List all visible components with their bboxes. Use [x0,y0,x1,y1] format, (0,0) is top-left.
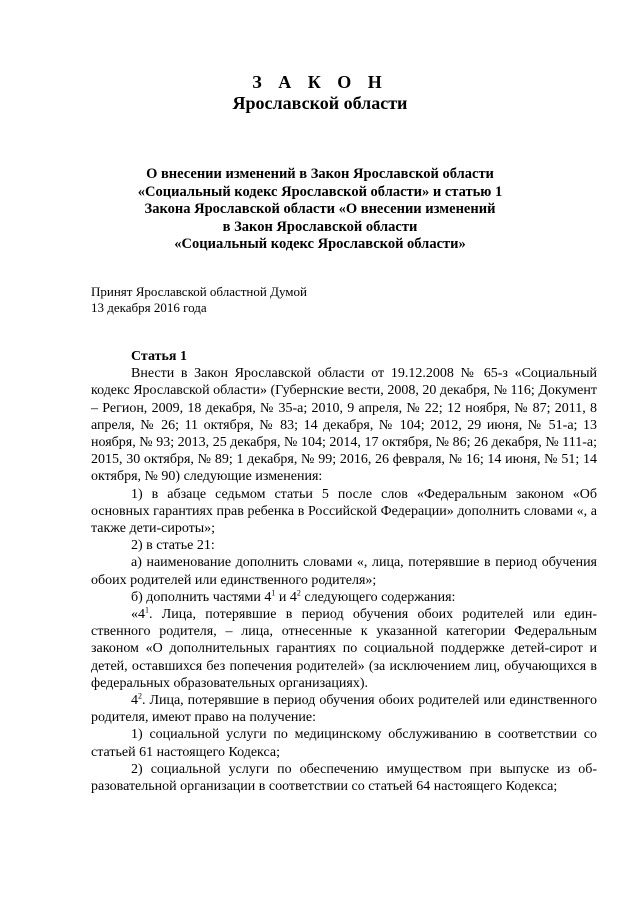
text-span: . Лица, потерявшие в период обучения обоих родителей или единственного родителя, – лица, отнесенные к указанной категории Федеральным законом «О дополнительных гарантиях по социальной поддержке детей-сирот и детей, оставшихся без попечения родителей» (за исключением лиц, обучающихся в федеральных образовательных организациях). [91,607,597,691]
heading-line: «Социальный кодекс Ярославской области» [174,236,466,252]
text-span: следующего содержания: [300,589,456,605]
article-subitem: 1) социальной услуги по медицинскому обслуживанию в соответствии со статьей 61 настоящего Кодекса; [91,727,597,760]
text-span: б) дополнить частями 4 [131,589,272,605]
adoption-note [91,284,307,316]
article-subitem [91,589,597,606]
superscript: 1 [271,588,276,598]
article-item: 2) в статье 21: [131,538,215,554]
law-region: Ярославской области [232,93,408,113]
article-1 [91,348,597,795]
article-subitem: а) наименование дополнить словами «, лица, потерявшие в период обучения обоих родителей или единственного родителя»; [91,555,597,588]
article-subitem: 2) социальной услуги по обеспечению имуществом при выпуске из образовательной организации в соответствии со статьей 64 настоящего Кодекса; [91,761,597,795]
superscript: 1 [145,605,149,615]
adoption-date: 13 декабря 2016 года [91,300,207,315]
superscript: 2 [138,691,142,701]
text-span: и 4 [275,589,297,605]
text-span: 4 [131,693,138,709]
article-item: 1) в абзаце седьмом статьи 5 после слов «Федеральным законом «Об основных гарантиях прав ребенка в Российской Федерации» дополнить словами «, а также дети-сироты»; [91,486,597,537]
superscript: 2 [296,588,301,598]
article-part [91,606,597,692]
article-intro: Внести в Закон Ярославской области от 19.12.2008 № 65-з «Социальный кодекс Ярославской области» (Губернские вести, 2008, 20 декабря, № 116; Документ – Регион, 2009, 18 декабря, № 35-а; 2010, 9 апреля, № 22; 12 ноября, № 87; 2011, 8 апреля, № 26; 11 октября, № 83; 14 декабря, № 104; 2012, 29 июня, № 51-а; 13 ноября, № 93; 2013, 25 декабря, № 104; 2014, 17 октября, № 86; 26 декабря, № 111-а; 2015, 30 октября, № 89; 1 декабря, № 99; 2016, 26 февраля, № 16; 14 июня, № 51; 14 октября, № 90) следующие изменения: [91,366,597,485]
law-title: З А К О Н [252,72,388,92]
text-span: «4 [131,607,145,623]
heading-line: Закона Ярославской области «О внесении изменений [144,201,496,217]
law-heading [0,166,640,254]
article-part [91,692,597,726]
article-label: Статья 1 [131,349,187,364]
heading-line: в Закон Ярославской области [222,218,418,235]
text-span: . Лица, потерявшие в период обучения обоих родителей или единственного родителя, имеют право на получение: [91,693,597,726]
adoption-line: Принят Ярославской областной Думой [91,284,307,299]
heading-line: О внесении изменений в Закон Ярославской области [146,166,494,182]
heading-line: «Социальный кодекс Ярославской области» и статью 1 [137,183,503,200]
